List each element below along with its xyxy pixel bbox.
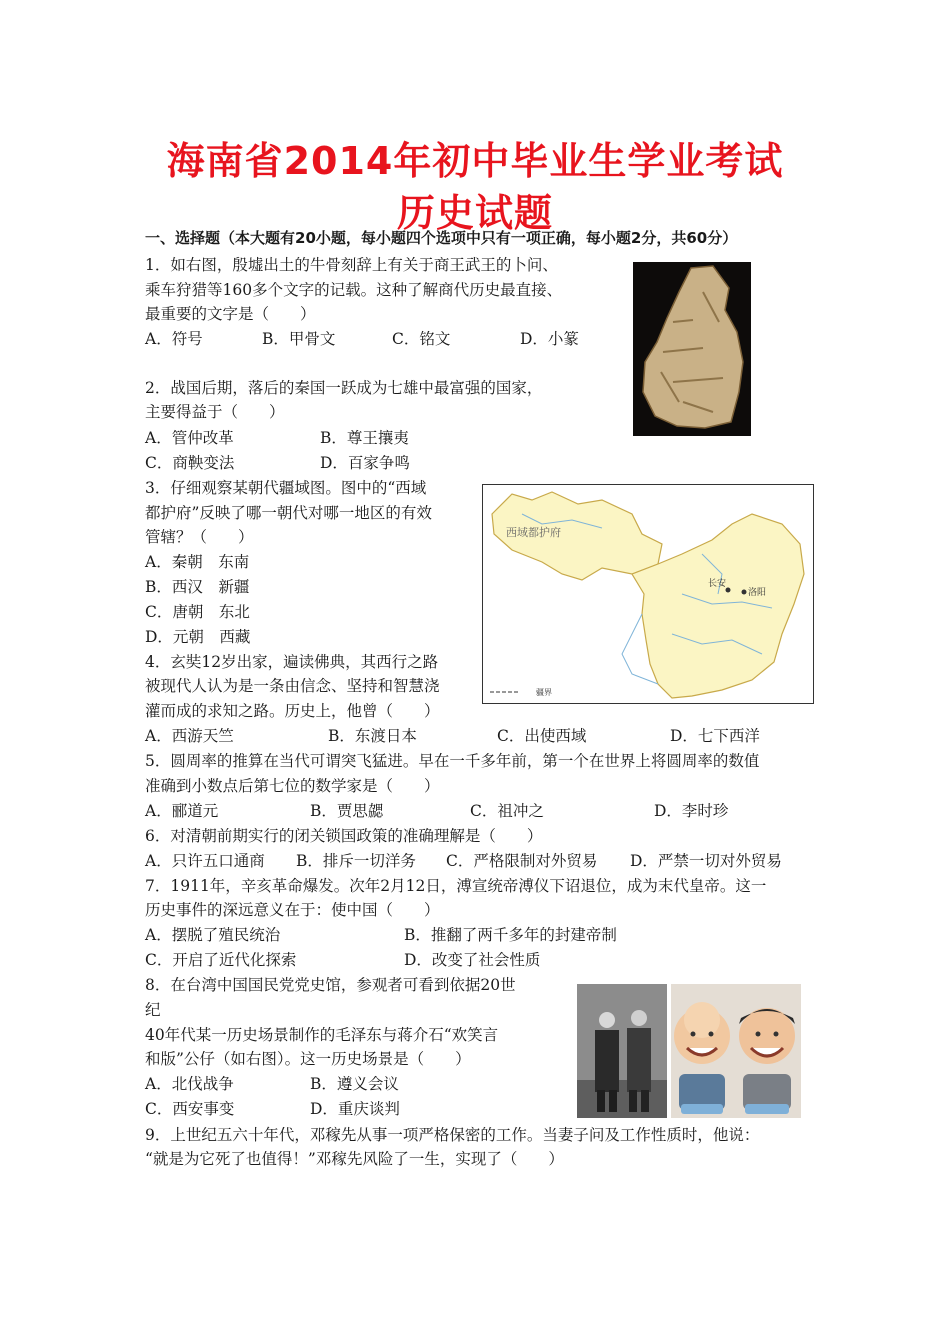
option-c: C．商鞅变法	[145, 454, 235, 472]
option-c: C．祖冲之	[470, 802, 544, 820]
question-line: 2．战国后期，落后的秦国一跃成为七雄中最富强的国家，	[145, 379, 543, 397]
map-city-label: 洛阳	[748, 588, 767, 598]
option-a: A．秦朝 东南	[145, 553, 250, 571]
question-line: 8．在台湾中国国民党党史馆，参观者可看到依据20世	[145, 976, 516, 994]
question-line: 6．对清朝前期实行的闭关锁国政策的准确理解是（ ）	[145, 827, 543, 845]
question-line: 都护府”反映了哪一朝代对哪一地区的有效	[145, 504, 432, 522]
question-line: 和版”公仔（如右图）。这一历史场景是（ ）	[145, 1050, 471, 1068]
option-d: D．七下西洋	[670, 727, 760, 745]
question-line: “就是为它死了也值得！”邓稼先风险了一生，实现了（ ）	[145, 1150, 564, 1168]
option-c: C．西安事变	[145, 1100, 235, 1118]
question-line: 9．上世纪五六十年代，邓稼先从事一项严格保密的工作。当妻子问及工作性质时，他说：	[145, 1126, 760, 1144]
question-line: 准确到小数点后第七位的数学家是（ ）	[145, 777, 440, 795]
option-b: B．贾思勰	[310, 802, 384, 820]
option-b: B．排斥一切洋务	[296, 852, 416, 870]
option-a: A．西游天竺	[145, 727, 234, 745]
question-line: 最重要的文字是（ ）	[145, 305, 316, 323]
option-b: B．遵义会议	[310, 1075, 399, 1093]
option-a: A．北伐战争	[145, 1075, 234, 1093]
question-line: 历史事件的深远意义在于：使中国（ ）	[145, 901, 440, 919]
option-d: D．严禁一切对外贸易	[630, 852, 782, 870]
option-b: B．推翻了两千多年的封建帝制	[404, 926, 617, 944]
option-c: C．开启了近代化探索	[145, 951, 297, 969]
option-d: D．百家争鸣	[320, 454, 410, 472]
option-b: B．甲骨文	[262, 330, 336, 348]
option-d: D．李时珍	[654, 802, 729, 820]
option-a: A．只许五口通商	[145, 852, 265, 870]
option-c: C．严格限制对外贸易	[446, 852, 598, 870]
option-a: A．符号	[145, 330, 203, 348]
option-c: C．铭文	[392, 330, 451, 348]
option-d: D．小篆	[520, 330, 579, 348]
option-c: C．出使西域	[497, 727, 587, 745]
map-legend: 疆界	[536, 688, 552, 697]
question-line: 7．1911年，辛亥革命爆发。次年2月12日，溥宣统帝溥仪下诏退位，成为末代皇帝。这一	[145, 877, 767, 895]
question-line: 3．仔细观察某朝代疆域图。图中的“西域	[145, 479, 427, 497]
exam-subtitle: 历史试题	[396, 191, 553, 235]
option-d: D．改变了社会性质	[404, 951, 541, 969]
question-line: 4．玄奘12岁出家，遍读佛典，其西行之路	[145, 653, 439, 671]
question-line: 1．如右图，殷墟出土的牛骨刻辞上有关于商王武王的卜问、	[145, 256, 558, 274]
option-a: A．郦道元	[145, 802, 219, 820]
option-c: C．唐朝 东北	[145, 603, 250, 621]
territory-map	[482, 484, 814, 704]
option-a: A．管仲改革	[145, 429, 234, 447]
question-line: 纪	[145, 1001, 161, 1019]
option-a: A．摆脱了殖民统治	[145, 926, 281, 944]
map-city-label: 长安	[708, 579, 727, 589]
option-b: B．尊王攘夷	[320, 429, 409, 447]
section-heading: 一、选择题（本大题有20小题，每小题四个选项中只有一项正确，每小题2分，共60分）	[145, 229, 738, 247]
question-line: 灌而成的求知之路。历史上，他曾（ ）	[145, 702, 440, 720]
option-d: D．重庆谈判	[310, 1100, 400, 1118]
oracle-bone-image	[633, 262, 751, 436]
question-line: 乘车狩猎等160多个文字的记载。这种了解商代历史最直接、	[145, 281, 563, 299]
question-line: 管辖？（ ）	[145, 528, 254, 546]
question-line: 5．圆周率的推算在当代可谓突飞猛进。早在一千多年前，第一个在世界上将圆周率的数值	[145, 752, 760, 770]
question-line: 主要得益于（ ）	[145, 403, 285, 421]
question-line: 被现代人认为是一条由信念、坚持和智慧浇	[145, 677, 440, 695]
historical-photo-and-figurines	[577, 984, 801, 1118]
option-d: D．元朝 西藏	[145, 628, 251, 646]
question-line: 40年代某一历史场景制作的毛泽东与蒋介石“欢笑言	[145, 1026, 499, 1044]
option-b: B．西汉 新疆	[145, 578, 250, 596]
map-region-label: 西域都护府	[506, 526, 561, 539]
option-b: B．东渡日本	[328, 727, 417, 745]
exam-title: 海南省2014年初中毕业生学业考试	[166, 139, 784, 183]
